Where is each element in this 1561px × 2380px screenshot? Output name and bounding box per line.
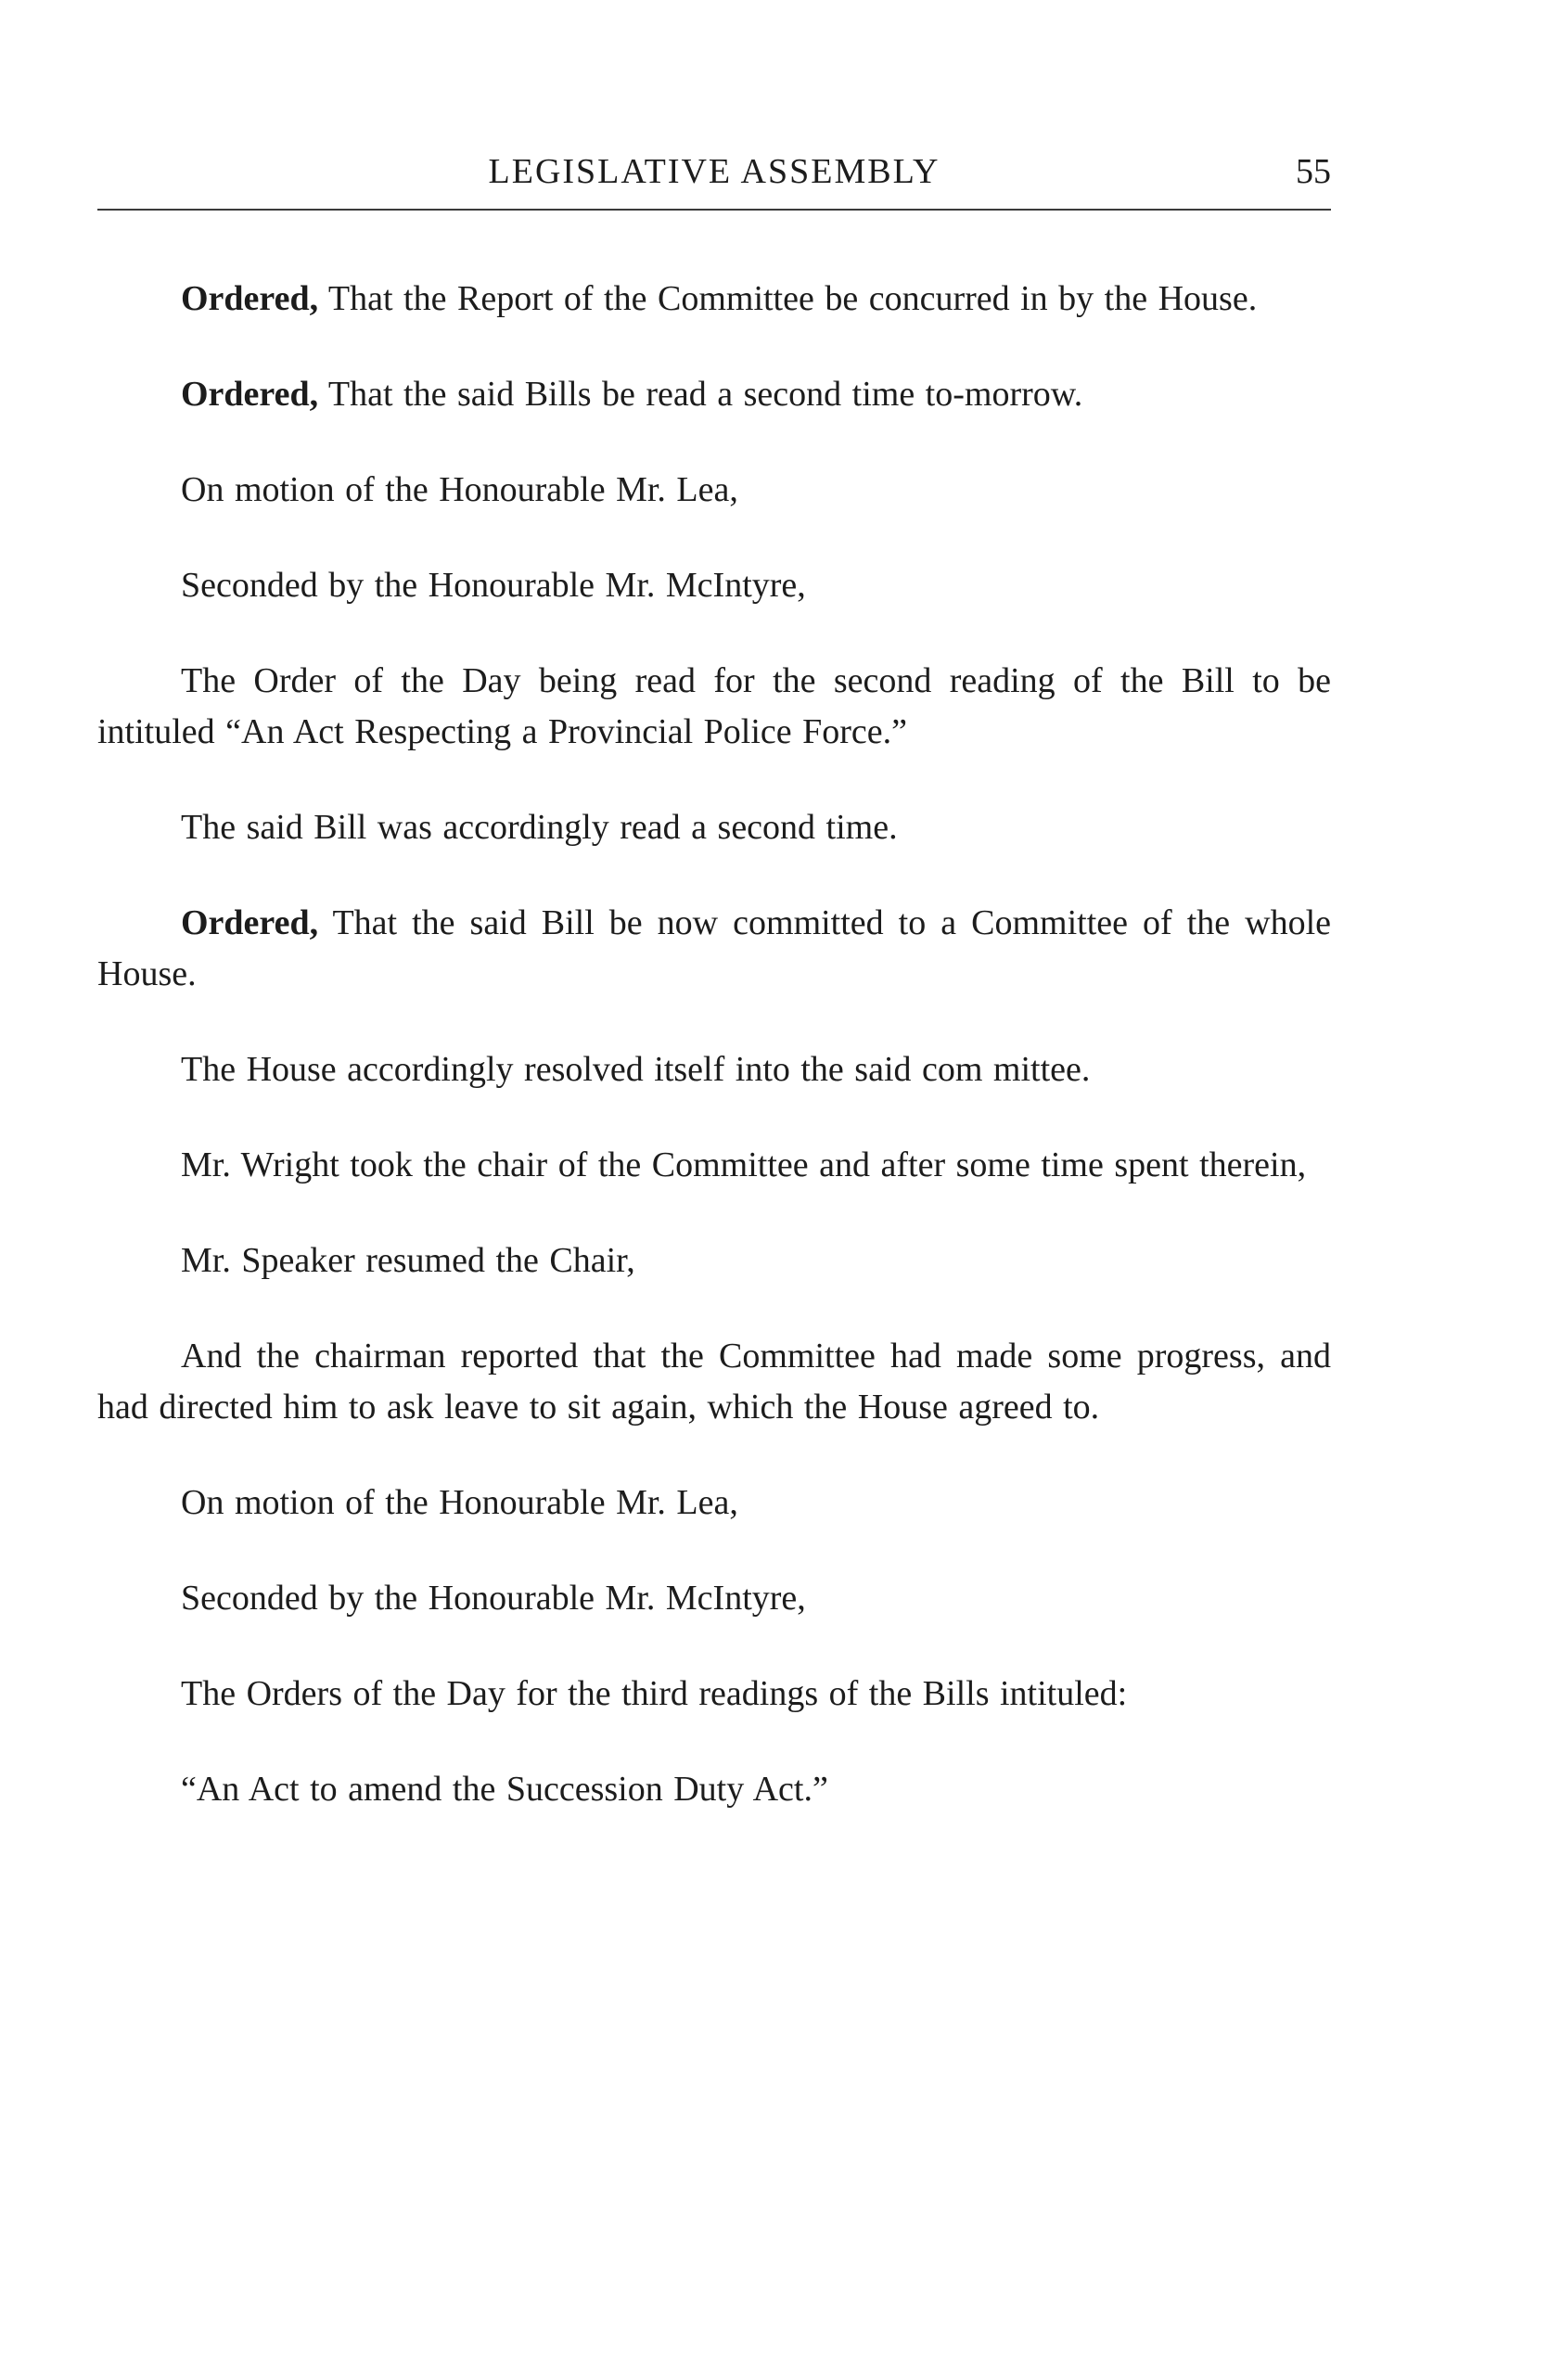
paragraph-text: The House accordingly resolved itself into the said com mittee. [181,1050,1091,1089]
page-number: 55 [1296,152,1331,191]
paragraph-text: On motion of the Honourable Mr. Lea, [181,1483,738,1522]
paragraph [97,369,1331,420]
paragraph [97,1235,1331,1286]
paragraph [97,656,1331,758]
paragraph [97,1764,1331,1815]
paragraph-lead: Ordered, [181,279,319,318]
paragraph-text: That the said Bills be read a second time to-morrow. [318,375,1083,414]
paragraph [97,465,1331,516]
paragraph [97,1044,1331,1095]
paragraph-text: On motion of the Honourable Mr. Lea, [181,470,738,509]
paragraph [97,1669,1331,1720]
paragraph-text: “An Act to amend the Succession Duty Act.” [181,1770,828,1809]
paragraph-text: Seconded by the Honourable Mr. McIntyre, [181,566,806,605]
paragraph [97,898,1331,1000]
paragraph-text: That the said Bill be now committed to a Committee of the whole House. [97,903,1331,993]
body-text [97,274,1331,1860]
paragraph-text: The said Bill was accordingly read a second time. [181,808,898,847]
paragraph-text: Mr. Wright took the chair of the Committee and after some time spent therein, [181,1145,1307,1184]
paragraph [97,1331,1331,1433]
paragraph-lead: Ordered, [181,903,319,942]
paragraph-text: And the chairman reported that the Committee had made some progress, and had directed him to ask leave to sit again, which the House agreed to. [97,1337,1331,1427]
paragraph [97,1478,1331,1529]
paragraph [97,1140,1331,1191]
paragraph-lead: Ordered, [181,375,319,414]
paragraph-text: Mr. Speaker resumed the Chair, [181,1241,635,1280]
paragraph [97,560,1331,611]
running-head: LEGISLATIVE ASSEMBLY [488,152,940,191]
header-rule [97,209,1331,211]
paragraph-text: That the Report of the Committee be concurred in by the House. [318,279,1258,318]
paragraph [97,802,1331,853]
paragraph-text: The Orders of the Day for the third readings of the Bills intituled: [181,1674,1128,1713]
page-header [97,148,1331,195]
paragraph [97,1573,1331,1624]
paragraph [97,274,1331,325]
paragraph-text: Seconded by the Honourable Mr. McIntyre, [181,1579,806,1618]
paragraph-text: The Order of the Day being read for the second reading of the Bill to be intituled “An Act Respecting a Provincial Police Force.” [97,661,1331,751]
